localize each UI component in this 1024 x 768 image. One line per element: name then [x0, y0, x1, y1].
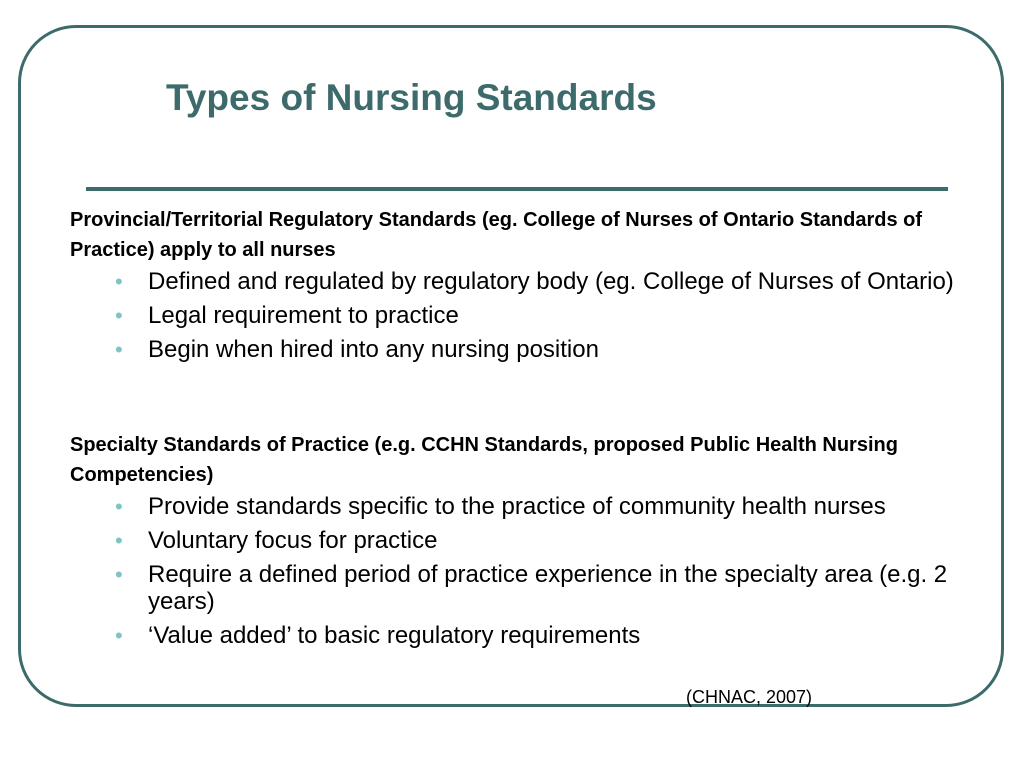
bullet-text: Require a defined period of practice experience in the specialty area (e.g. 2 years)	[148, 561, 948, 615]
bullet-text: Voluntary focus for practice	[148, 527, 438, 554]
section-heading: Provincial/Territorial Regulatory Standards (eg. College of Nurses of Ontario Standards of Practice) apply to all nurses	[70, 209, 923, 261]
bullet-item	[70, 336, 968, 363]
bullet-text: Defined and regulated by regulatory body (eg. College of Nurses of Ontario)	[148, 268, 954, 295]
bullet-dot-icon: •	[115, 269, 123, 294]
bullet-text: ‘Value added’ to basic regulatory requirements	[148, 622, 641, 649]
bullet-dot-icon: •	[115, 337, 123, 362]
bullet-list	[70, 268, 970, 363]
title-divider	[86, 187, 948, 191]
bullet-dot-icon: •	[115, 528, 123, 553]
bullet-text: Begin when hired into any nursing position	[148, 336, 599, 363]
bullet-text: Provide standards specific to the practice of community health nurses	[148, 493, 886, 520]
section-specialty-standards	[70, 430, 970, 656]
bullet-item	[70, 622, 968, 649]
section-regulatory-standards	[70, 205, 970, 370]
bullet-item	[70, 527, 968, 554]
slide-title: Types of Nursing Standards	[166, 77, 657, 118]
bullet-item	[70, 561, 968, 615]
bullet-dot-icon: •	[115, 562, 123, 587]
bullet-list	[70, 493, 970, 649]
bullet-dot-icon: •	[115, 494, 123, 519]
bullet-item	[70, 268, 968, 295]
section-heading: Specialty Standards of Practice (e.g. CCHN Standards, proposed Public Health Nursing Competencies)	[70, 434, 898, 486]
bullet-item	[70, 493, 968, 520]
bullet-item	[70, 302, 968, 329]
bullet-text: Legal requirement to practice	[148, 302, 459, 329]
bullet-dot-icon: •	[115, 303, 123, 328]
citation: (CHNAC, 2007)	[686, 687, 813, 707]
bullet-dot-icon: •	[115, 623, 123, 648]
